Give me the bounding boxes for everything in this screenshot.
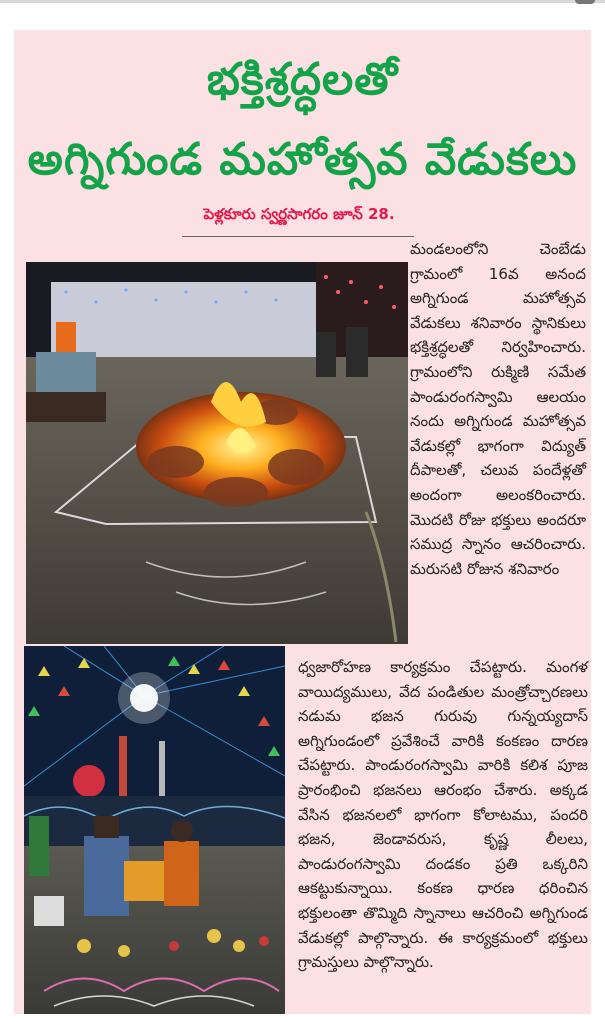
article-clipping [14,30,591,1014]
ritual-ceremony-photo [24,646,285,1014]
page-top-border [0,0,605,3]
headline-line-1: భక్తిశ్రద్ధలతో [206,54,399,105]
dateline-underline [182,236,414,237]
headline-line-2: అగ్నిగుండ మహోత్సవ వేడుకలు [27,134,578,185]
article-body-column-2: ధ్వజారోహణ కార్యక్రమం చేపట్టారు. మంగళ వాయిద్యములు, వేద పండితుల మంత్రోచ్చారణలు నడుమ భజన గురువు గున్నయ్యదాస్ అగ్నిగుండంలో ప్రవేశించే వారికి కంకణం దారణ చేపట్టారు. పాండురంగస్వామి వారికి కలిశ పూజ ప్రారంభించి భజనలు ఆరంభం చేశారు. అక్కడ వేసిన భజనలలో భాగంగా కోలాటము, పందరి భజన, జెండావరుస, కృష్ణ లీలలు, పాండురంగస్వామి దండకం ప్రతి ఒక్కరిని ఆకట్టుకున్నాయి. కంకణ ధారణ ధరించిన భక్తులంతా తొమ్మిది స్నానాలు ఆచరించి అగ్నిగుండ వేడుకల్లో పాల్గొన్నారు. ఈ కార్యక్రమంలో భక్తులు గ్రామస్తులు పాల్గొన్నారు. [298,658,588,972]
article-body-column-1: మండలంలోని చెంబేడు గ్రామంలో 16వ అనంద అగ్నిగుండ మహోత్సవ వేడుకలు శనివారం స్థానికులు భక్తిశ్రద్ధలతో నిర్వహించారు. గ్రామంలోని రుక్మిణి సమేత పాండురంగస్వామి ఆలయం నందు అగ్నిగుండ మహోత్సవ వేడుకల్లో భాగంగా విద్యుత్ దీపాలతో, చలువ పందేళ్లతో అందంగా అలంకరించారు. మొదటి రోజు భక్తులు అందరూ సముద్ర స్నానం ఆచరించారు. మరుసటి రోజున శనివారం [410,240,586,578]
page-top-tab [575,0,595,4]
dateline: పెళ్లకూరు స్వర్ణసాగరం జూన్ 28. [203,205,395,223]
fire-pit-photo [26,262,408,644]
